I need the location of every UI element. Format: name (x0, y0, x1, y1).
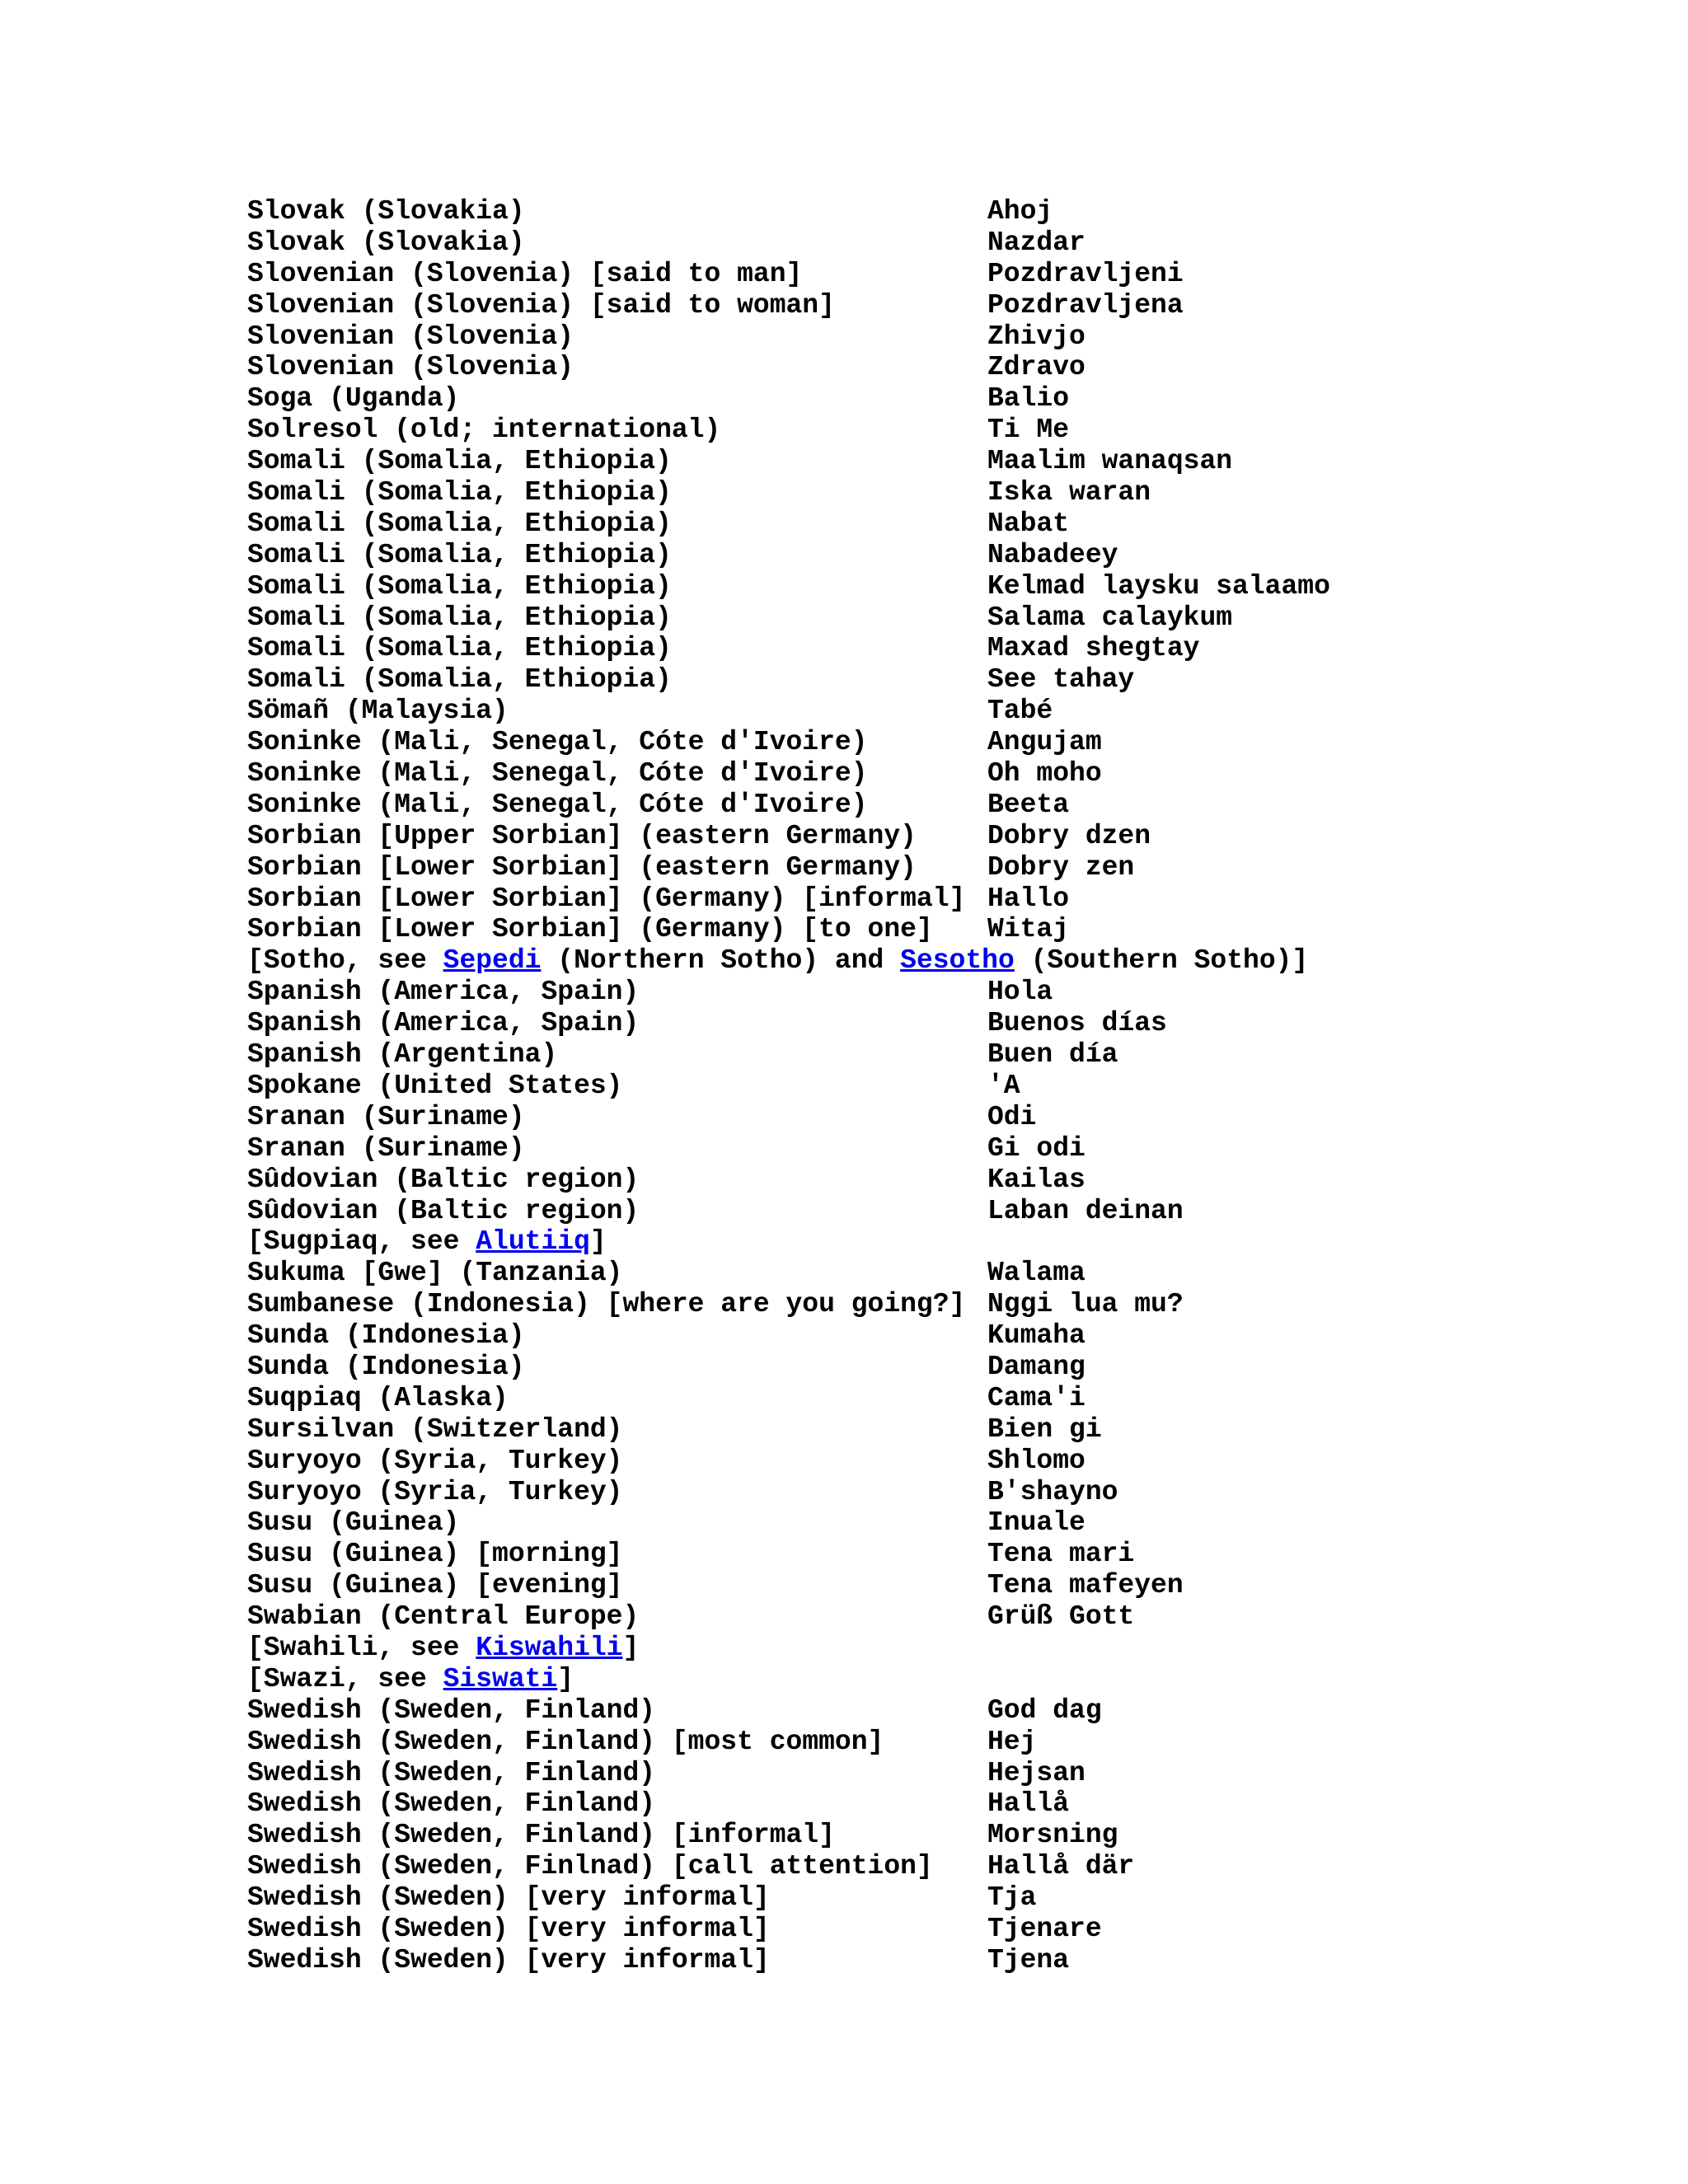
greeting-text: Odi (987, 1101, 1037, 1132)
language-name: Susu (Guinea) [evening] (247, 1570, 623, 1601)
greeting-text: B'shayno (987, 1476, 1118, 1507)
language-row (247, 1882, 1648, 1914)
greeting-text: Dobry zen (987, 851, 1135, 883)
language-row (247, 1289, 1648, 1320)
greeting-text: Hola (987, 977, 1053, 1008)
greeting-text: Tabé (987, 696, 1053, 727)
greeting-text: Cama'i (987, 1382, 1085, 1413)
language-name: Slovak (Slovakia) (247, 196, 525, 227)
language-name: Somali (Somalia, Ethiopia) (247, 633, 672, 664)
language-row (247, 1507, 1648, 1539)
language-name: Somali (Somalia, Ethiopia) (247, 570, 672, 602)
greeting-text: 'A (987, 1070, 1020, 1101)
greeting-text: Kailas (987, 1164, 1085, 1195)
cross-reference-note (247, 1226, 607, 1258)
language-row (247, 1196, 1648, 1227)
language-row (247, 852, 1648, 883)
language-row (247, 509, 1648, 540)
language-row (247, 977, 1648, 1008)
language-row (247, 290, 1648, 321)
language-name: Somali (Somalia, Ethiopia) (247, 508, 672, 539)
greeting-text: Ahoj (987, 196, 1053, 227)
language-name: Slovenian (Slovenia) [said to man] (247, 258, 803, 289)
greeting-text: Buen día (987, 1039, 1118, 1071)
note-text: (Northern Sotho) and (541, 945, 901, 977)
language-name: Sorbian [Lower Sorbian] (Germany) [informal] (247, 883, 966, 914)
language-name: Somali (Somalia, Ethiopia) (247, 602, 672, 633)
language-row (247, 1414, 1648, 1446)
language-name: Slovenian (Slovenia) (247, 352, 574, 383)
language-row (247, 1102, 1648, 1133)
language-row (247, 1601, 1648, 1633)
language-row (247, 664, 1648, 696)
language-row (247, 1165, 1648, 1196)
language-row (247, 1383, 1648, 1414)
language-row (247, 1071, 1648, 1102)
greeting-text: Hallå där (987, 1851, 1135, 1882)
language-row (247, 1039, 1648, 1071)
cross-reference-row (247, 1633, 1648, 1664)
language-name: Swedish (Sweden, Finland) (247, 1788, 656, 1820)
language-name: Sranan (Suriname) (247, 1132, 525, 1164)
greeting-text: Maalim wanaqsan (987, 446, 1233, 477)
note-text: [Sotho, see (247, 945, 443, 977)
language-row (247, 1788, 1648, 1820)
language-name: Slovenian (Slovenia) (247, 321, 574, 352)
language-name: Sorbian [Lower Sorbian] (Germany) [to one] (247, 914, 933, 945)
greeting-text: Oh moho (987, 758, 1102, 790)
language-row (247, 602, 1648, 634)
language-name: Somali (Somalia, Ethiopia) (247, 539, 672, 570)
greeting-text: Hallo (987, 883, 1070, 914)
language-row (247, 259, 1648, 290)
greeting-text: God dag (987, 1694, 1102, 1726)
greeting-text: Shlomo (987, 1445, 1085, 1476)
greeting-text: Nggi lua mu? (987, 1289, 1184, 1320)
language-name: Sömañ (Malaysia) (247, 696, 509, 727)
language-name: Solresol (old; international) (247, 415, 721, 446)
language-row (247, 196, 1648, 227)
cross-reference-row (247, 945, 1648, 977)
language-name: Sûdovian (Baltic region) (247, 1195, 640, 1226)
language-row (247, 758, 1648, 790)
language-name: Sukuma [Gwe] (Tanzania) (247, 1258, 623, 1289)
language-row (247, 227, 1648, 259)
note-text: ] (557, 1663, 574, 1694)
cross-reference-row (247, 1664, 1648, 1695)
greeting-text: Tjenare (987, 1913, 1102, 1944)
greeting-text: Balio (987, 383, 1070, 415)
greeting-text: Kelmad laysku salaamo (987, 570, 1330, 602)
language-row (247, 1851, 1648, 1882)
greeting-text: Witaj (987, 914, 1070, 945)
language-name: Susu (Guinea) [morning] (247, 1539, 623, 1570)
greeting-text: Hej (987, 1726, 1037, 1757)
greeting-text: Salama calaykum (987, 602, 1233, 633)
language-name: Sumbanese (Indonesia) [where are you going?] (247, 1289, 966, 1320)
language-row (247, 352, 1648, 383)
language-row (247, 1945, 1648, 1976)
greeting-text: Tena mafeyen (987, 1570, 1184, 1601)
language-name: Sûdovian (Baltic region) (247, 1164, 640, 1195)
greeting-text: Walama (987, 1258, 1085, 1289)
language-name: Swedish (Sweden) [very informal] (247, 1944, 770, 1975)
language-name: Spanish (America, Spain) (247, 977, 640, 1008)
greeting-text: Angujam (987, 727, 1102, 758)
language-name: Sunda (Indonesia) (247, 1351, 525, 1382)
language-name: Slovak (Slovakia) (247, 227, 525, 258)
language-name: Swedish (Sweden, Finland) [most common] (247, 1726, 884, 1757)
greeting-text: Maxad shegtay (987, 633, 1200, 664)
language-name: Swedish (Sweden) [very informal] (247, 1913, 770, 1944)
greeting-text: Tena mari (987, 1539, 1135, 1570)
language-name: Sorbian [Lower Sorbian] (eastern Germany) (247, 851, 917, 883)
greeting-text: Zdravo (987, 352, 1085, 383)
greeting-text: Pozdravljena (987, 289, 1184, 321)
language-row (247, 1570, 1648, 1601)
greeting-text: Gi odi (987, 1132, 1085, 1164)
greeting-text: Damang (987, 1351, 1085, 1382)
language-row (247, 571, 1648, 602)
language-name: Swedish (Sweden, Finland) (247, 1757, 656, 1788)
greeting-text: Zhivjo (987, 321, 1085, 352)
language-row (247, 790, 1648, 821)
language-name: Sorbian [Upper Sorbian] (eastern Germany) (247, 820, 917, 851)
language-name: Spanish (America, Spain) (247, 1008, 640, 1039)
language-name: Sranan (Suriname) (247, 1101, 525, 1132)
language-row (247, 1695, 1648, 1727)
language-row (247, 914, 1648, 945)
greeting-text: See tahay (987, 664, 1135, 696)
greeting-text: Dobry dzen (987, 820, 1151, 851)
language-name: Spokane (United States) (247, 1070, 623, 1101)
note-text: [Swahili, see (247, 1632, 476, 1663)
cross-reference-link[interactable]: Sesotho (900, 945, 1015, 977)
language-name: Soninke (Mali, Senegal, Cóte d'Ivoire) (247, 758, 868, 790)
language-row (247, 1727, 1648, 1758)
language-row (247, 1539, 1648, 1570)
language-row (247, 696, 1648, 727)
language-row (247, 727, 1648, 758)
greeting-text: Nabadeey (987, 539, 1118, 570)
greeting-text: Hejsan (987, 1757, 1085, 1788)
language-row (247, 415, 1648, 446)
note-text: [Sugpiaq, see (247, 1226, 476, 1258)
language-name: Soninke (Mali, Senegal, Cóte d'Ivoire) (247, 727, 868, 758)
note-text: ] (589, 1226, 607, 1258)
cross-reference-link[interactable]: Sepedi (443, 945, 542, 977)
language-name: Soninke (Mali, Senegal, Cóte d'Ivoire) (247, 789, 868, 820)
greeting-text: Iska waran (987, 477, 1151, 509)
greetings-list (247, 196, 1648, 1976)
language-name: Sursilvan (Switzerland) (247, 1413, 623, 1445)
greeting-text: Beeta (987, 789, 1070, 820)
language-row (247, 1258, 1648, 1289)
cross-reference-link[interactable]: Alutiiq (476, 1226, 590, 1258)
greeting-text: Nabat (987, 508, 1070, 539)
greeting-text: Pozdravljeni (987, 258, 1184, 289)
note-text: [Swazi, see (247, 1663, 443, 1694)
language-name: Suqpiaq (Alaska) (247, 1382, 509, 1413)
cross-reference-note (247, 1664, 574, 1695)
language-row (247, 1133, 1648, 1165)
language-row (247, 1914, 1648, 1945)
language-row (247, 1758, 1648, 1789)
note-text: ] (622, 1632, 640, 1663)
cross-reference-note (247, 945, 1308, 977)
language-row (247, 633, 1648, 664)
language-row (247, 446, 1648, 477)
language-row (247, 1008, 1648, 1039)
language-row (247, 1446, 1648, 1477)
greeting-text: Kumaha (987, 1320, 1085, 1352)
language-name: Suryoyo (Syria, Turkey) (247, 1445, 623, 1476)
greeting-text: Laban deinan (987, 1195, 1184, 1226)
language-name: Slovenian (Slovenia) [said to woman] (247, 289, 835, 321)
language-row (247, 1352, 1648, 1383)
language-name: Somali (Somalia, Ethiopia) (247, 664, 672, 696)
language-name: Swabian (Central Europe) (247, 1601, 640, 1633)
language-row (247, 1477, 1648, 1508)
language-name: Swedish (Sweden, Finlnad) [call attention] (247, 1851, 933, 1882)
greeting-text: Hallå (987, 1788, 1070, 1820)
cross-reference-note (247, 1633, 639, 1664)
greeting-text: Buenos días (987, 1008, 1167, 1039)
language-row (247, 1320, 1648, 1352)
cross-reference-row (247, 1226, 1648, 1258)
language-name: Swedish (Sweden, Finland) [informal] (247, 1820, 835, 1851)
language-name: Swedish (Sweden) [very informal] (247, 1882, 770, 1914)
language-row (247, 883, 1648, 915)
greeting-text: Inuale (987, 1507, 1085, 1539)
greeting-text: Bien gi (987, 1413, 1102, 1445)
language-name: Soga (Uganda) (247, 383, 460, 415)
language-name: Susu (Guinea) (247, 1507, 460, 1539)
cross-reference-link[interactable]: Kiswahili (476, 1632, 623, 1663)
language-name: Swedish (Sweden, Finland) (247, 1694, 656, 1726)
language-name: Sunda (Indonesia) (247, 1320, 525, 1352)
language-row (247, 1820, 1648, 1851)
language-row (247, 540, 1648, 571)
language-row (247, 383, 1648, 415)
greeting-text: Tja (987, 1882, 1037, 1914)
language-name: Suryoyo (Syria, Turkey) (247, 1476, 623, 1507)
language-row (247, 821, 1648, 852)
language-name: Spanish (Argentina) (247, 1039, 558, 1071)
greeting-text: Nazdar (987, 227, 1085, 258)
language-row (247, 321, 1648, 353)
greeting-text: Morsning (987, 1820, 1118, 1851)
greeting-text: Tjena (987, 1944, 1070, 1975)
note-text: (Southern Sotho)] (1014, 945, 1309, 977)
language-name: Somali (Somalia, Ethiopia) (247, 446, 672, 477)
language-name: Somali (Somalia, Ethiopia) (247, 477, 672, 509)
language-row (247, 477, 1648, 509)
greeting-text: Grüß Gott (987, 1601, 1135, 1633)
cross-reference-link[interactable]: Siswati (443, 1663, 558, 1694)
greeting-text: Ti Me (987, 415, 1070, 446)
